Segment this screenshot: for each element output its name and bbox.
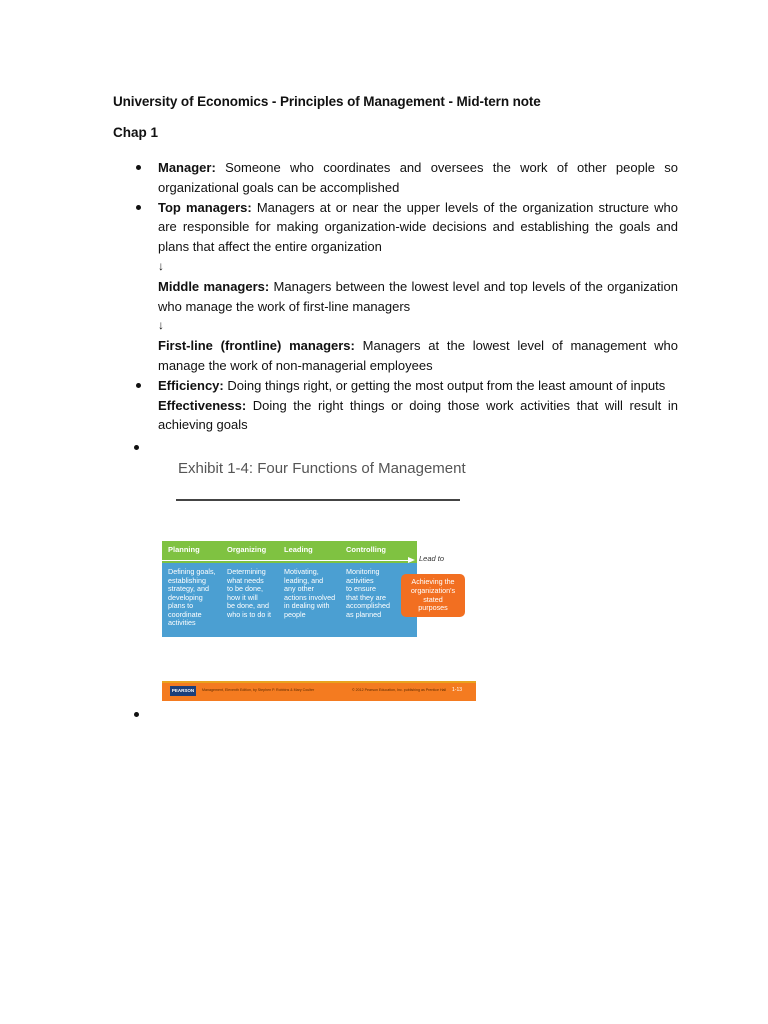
slide-page-number: 1-13	[452, 687, 463, 693]
process-arrow-icon	[408, 557, 415, 563]
publisher-logo: PEARSON	[170, 686, 196, 696]
term-top-managers: Top managers:	[158, 199, 252, 215]
footer-copyright: © 2012 Pearson Education, Inc. publishing as Prentice Hall	[352, 688, 447, 692]
list-item-top-managers	[158, 198, 678, 257]
function-heading-controlling: Controlling	[346, 545, 386, 554]
function-body-organizing: Determining what needs to be done, how it will be done, and who is to do it	[227, 567, 271, 619]
function-body-planning: Defining goals, establishing strategy, and developing plans to coordinate activities	[168, 567, 216, 627]
list-item-middle-managers	[158, 277, 678, 317]
term-efficiency: Efficiency:	[158, 377, 224, 393]
exhibit-title: Exhibit 1-4: Four Functions of Management	[178, 460, 466, 477]
term-effectiveness: Effectiveness:	[158, 397, 247, 413]
definition-top-managers: Managers at or near the upper levels of the organization structure who are responsible for making organization-wide decisions and establishing the goals and plans that affect the entire organization	[158, 199, 678, 255]
slide-footer	[162, 681, 476, 701]
down-arrow-icon: ↓	[158, 318, 164, 333]
footer-top-stripe	[162, 681, 476, 683]
empty-bullet	[134, 445, 139, 450]
notes-list	[158, 158, 678, 435]
function-body-controlling: Monitoring activities to ensure that they are accomplished as planned	[346, 567, 390, 619]
term-first-line-managers: First-line (frontline) managers:	[158, 338, 355, 354]
exhibit-slide-image	[162, 455, 476, 705]
definition-first-line-managers: Managers at the lowest level of management who manage the work of non-managerial employees	[158, 338, 678, 373]
chapter-heading: Chap 1	[113, 125, 159, 140]
function-body-leading: Motivating, leading, and any other actions involved in dealing with people	[284, 567, 336, 619]
term-manager: Manager:	[158, 160, 216, 175]
definition-middle-managers: Managers between the lowest level and top levels of the organization who manage the work of first-line managers	[158, 278, 678, 314]
down-arrow-icon: ↓	[158, 258, 164, 273]
list-item-first-line-managers	[158, 336, 678, 376]
function-heading-organizing: Organizing	[227, 545, 267, 554]
document-title: University of Economics - Principles of Management - Mid-tern note	[113, 94, 541, 109]
footer-book-credit: Management, Eleventh Edition, by Stephen P. Robbins & Mary Coulter	[202, 688, 315, 692]
functions-header-bar	[162, 541, 417, 563]
process-arrow-line	[162, 560, 408, 561]
lead-to-label: Lead to	[419, 554, 445, 563]
definition-efficiency: Doing things right, or getting the most output from the least amount of inputs	[223, 377, 666, 393]
term-middle-managers: Middle managers:	[158, 278, 270, 294]
outcome-box: Achieving the organization's stated purposes	[401, 574, 465, 617]
list-item-efficiency	[158, 376, 678, 396]
functions-table	[162, 541, 417, 637]
function-heading-leading: Leading	[284, 545, 313, 554]
definition-manager: Someone who coordinates and oversees the work of other people so organizational goals can be accomplished	[158, 160, 678, 195]
list-item-manager	[158, 158, 678, 198]
function-heading-planning: Planning	[168, 545, 200, 554]
list-item-effectiveness	[158, 396, 678, 436]
definition-effectiveness: Doing the right things or doing those work activities that will result in achieving goals	[158, 397, 678, 433]
exhibit-title-rule	[176, 499, 460, 501]
empty-bullet	[134, 712, 139, 717]
